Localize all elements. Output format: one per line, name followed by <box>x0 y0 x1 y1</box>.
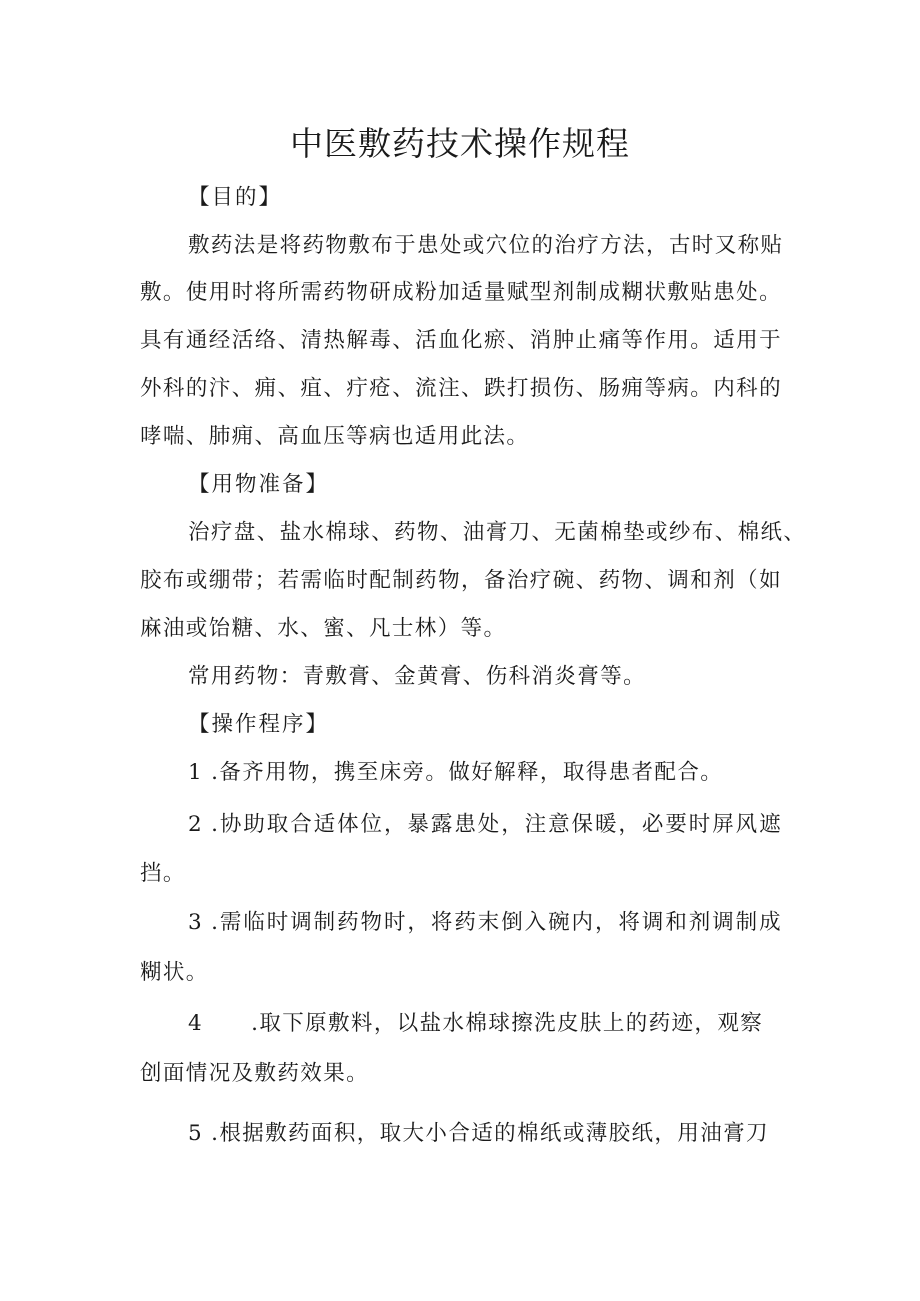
document-title: 中医敷药技术操作规程 <box>290 124 630 163</box>
paragraph-line: 麻油或饴糖、水、蜜、凡士林）等。 <box>140 616 507 641</box>
step-text: .备齐用物，携至床旁。做好解释，取得患者配合。 <box>211 760 724 785</box>
step-number: 1 <box>188 760 204 785</box>
step-number: 4 <box>188 1011 204 1036</box>
step-number: 2 <box>188 812 204 837</box>
section-heading-supplies: 【用物准备】 <box>188 472 330 497</box>
procedure-step-4 <box>188 1008 800 1040</box>
paragraph-line: 具有通经活络、清热解毒、活血化瘀、消肿止痛等作用。适用于 <box>140 328 782 353</box>
section-heading-purpose: 【目的】 <box>188 185 283 210</box>
step-text-continued: 创面情况及敷药效果。 <box>140 1061 370 1086</box>
step-text: .需临时调制药物时，将药末倒入碗内，将调和剂调制成 <box>211 910 782 935</box>
paragraph-line: 哮喘、肺痈、高血压等病也适用此法。 <box>140 424 530 449</box>
section-heading-procedure: 【操作程序】 <box>188 712 330 737</box>
step-text: .协助取合适体位，暴露患处，注意保暖，必要时屏风遮 <box>211 812 782 837</box>
paragraph-line: 外科的汴、痈、疽、疔疮、流注、跌打损伤、肠痈等病。内科的 <box>140 376 782 401</box>
procedure-step-2 <box>188 809 782 841</box>
step-text-continued: 糊状。 <box>140 960 209 985</box>
step-text-continued: 挡。 <box>140 861 186 886</box>
step-text: .取下原敷料，以盐水棉球擦洗皮肤上的药迹，观察 <box>251 1011 764 1036</box>
paragraph-line: 治疗盘、盐水棉球、药物、油膏刀、无菌棉垫或纱布、棉纸、 <box>188 520 807 545</box>
common-drugs-line: 常用药物：青敷膏、金黄膏、伤科消炎膏等。 <box>188 664 647 689</box>
step-number: 3 <box>188 910 204 935</box>
paragraph-line: 敷。使用时将所需药物研成粉加适量赋型剂制成糊状敷贴患处。 <box>140 280 782 305</box>
paragraph-line: 敷药法是将药物敷布于患处或穴位的治疗方法，古时又称贴 <box>188 233 784 258</box>
paragraph-line: 胶布或绷带；若需临时配制药物，备治疗碗、药物、调和剂（如 <box>140 568 782 593</box>
step-text: .根据敷药面积，取大小合适的棉纸或薄胶纸，用油膏刀 <box>211 1121 769 1146</box>
procedure-step-3 <box>188 907 782 939</box>
procedure-step-1 <box>188 757 800 789</box>
procedure-step-5 <box>188 1118 800 1150</box>
step-number: 5 <box>188 1121 204 1146</box>
